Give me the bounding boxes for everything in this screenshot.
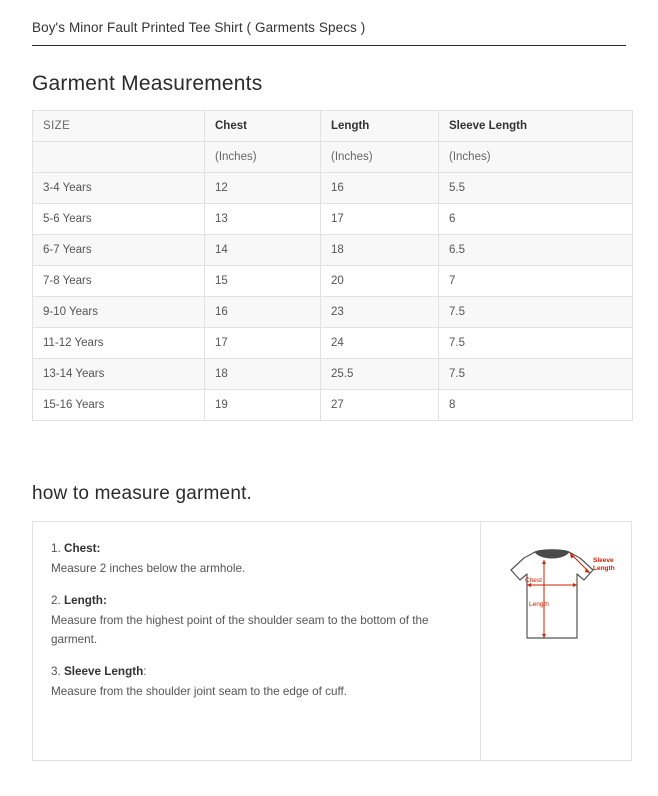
step-number: 1. <box>51 542 61 555</box>
cell-size: 13-14 Years <box>33 359 205 390</box>
cell-size: 11-12 Years <box>33 328 205 359</box>
table-row <box>33 173 633 204</box>
how-to-measure-panel <box>32 521 632 761</box>
cell-chest: 19 <box>205 390 321 421</box>
step-label: Chest: <box>64 542 101 555</box>
table-row <box>33 204 633 235</box>
measure-instructions <box>33 522 481 760</box>
table-row <box>33 235 633 266</box>
cell-size: 9-10 Years <box>33 297 205 328</box>
cell-length: 27 <box>321 390 439 421</box>
instruction-step-sleeve-length <box>51 663 462 701</box>
cell-size: 5-6 Years <box>33 204 205 235</box>
cell-sleeve: 5.5 <box>439 173 633 204</box>
chest-label: Chest <box>525 577 542 584</box>
unit-cell-length: (Inches) <box>321 142 439 173</box>
cell-sleeve: 6.5 <box>439 235 633 266</box>
table-body <box>33 142 633 421</box>
cell-sleeve: 6 <box>439 204 633 235</box>
step-text: Measure from the shoulder joint seam to the edge of cuff. <box>51 684 348 698</box>
step-label: Length: <box>64 594 107 608</box>
cell-length: 17 <box>321 204 439 235</box>
cell-sleeve: 7 <box>439 266 633 297</box>
cell-size: 15-16 Years <box>33 390 205 421</box>
cell-chest: 17 <box>205 328 321 359</box>
measure-diagram-container <box>481 522 631 760</box>
table-row <box>33 390 633 421</box>
table-header <box>33 111 633 142</box>
cell-size: 6-7 Years <box>33 235 205 266</box>
step-text: Measure from the highest point of the shoulder seam to the bottom of the garment. <box>51 614 429 646</box>
table-row <box>33 297 633 328</box>
cell-length: 20 <box>321 266 439 297</box>
cell-chest: 13 <box>205 204 321 235</box>
step-number: 3. <box>51 664 61 678</box>
unit-cell-chest: (Inches) <box>205 142 321 173</box>
unit-cell-sleeve: (Inches) <box>439 142 633 173</box>
instruction-step-length <box>51 592 462 648</box>
cell-sleeve: 7.5 <box>439 359 633 390</box>
garment-measurements-table <box>32 110 633 421</box>
cell-length: 24 <box>321 328 439 359</box>
column-header-sleeve-length: Sleeve Length <box>439 111 633 142</box>
column-header-chest: Chest <box>205 111 321 142</box>
cell-size: 3-4 Years <box>33 173 205 204</box>
cell-length: 23 <box>321 297 439 328</box>
cell-sleeve: 7.5 <box>439 328 633 359</box>
step-number: 2. <box>51 594 61 608</box>
unit-cell-size <box>33 142 205 173</box>
page-title: Boy's Minor Fault Printed Tee Shirt ( Garments Specs ) <box>32 20 366 35</box>
table-row <box>33 266 633 297</box>
shirt-outline <box>511 552 593 638</box>
tee-shirt-icon <box>491 538 621 658</box>
instruction-step-chest <box>51 540 462 578</box>
step-label: Sleeve Length <box>64 664 144 678</box>
step-text: Measure 2 inches below the armhole. <box>51 562 246 576</box>
step-label-suffix: : <box>143 664 147 678</box>
column-header-size: SIZE <box>33 111 205 142</box>
table-unit-row <box>33 142 633 173</box>
sleeve-label-line1: Sleeve <box>593 557 614 564</box>
cell-chest: 16 <box>205 297 321 328</box>
cell-size: 7-8 Years <box>33 266 205 297</box>
table-row <box>33 359 633 390</box>
cell-chest: 12 <box>205 173 321 204</box>
cell-length: 18 <box>321 235 439 266</box>
cell-length: 25.5 <box>321 359 439 390</box>
cell-length: 16 <box>321 173 439 204</box>
sleeve-label-line2: Length <box>593 565 615 572</box>
cell-chest: 18 <box>205 359 321 390</box>
tee-shirt-diagram <box>491 538 621 658</box>
cell-chest: 14 <box>205 235 321 266</box>
section-heading-garment-measurements: Garment Measurements <box>32 72 263 95</box>
cell-sleeve: 8 <box>439 390 633 421</box>
column-header-length: Length <box>321 111 439 142</box>
cell-sleeve: 7.5 <box>439 297 633 328</box>
cell-chest: 15 <box>205 266 321 297</box>
table-header-row <box>33 111 633 142</box>
table-row <box>33 328 633 359</box>
length-label: Length <box>529 601 549 608</box>
section-heading-how-to-measure: how to measure garment. <box>32 483 253 504</box>
